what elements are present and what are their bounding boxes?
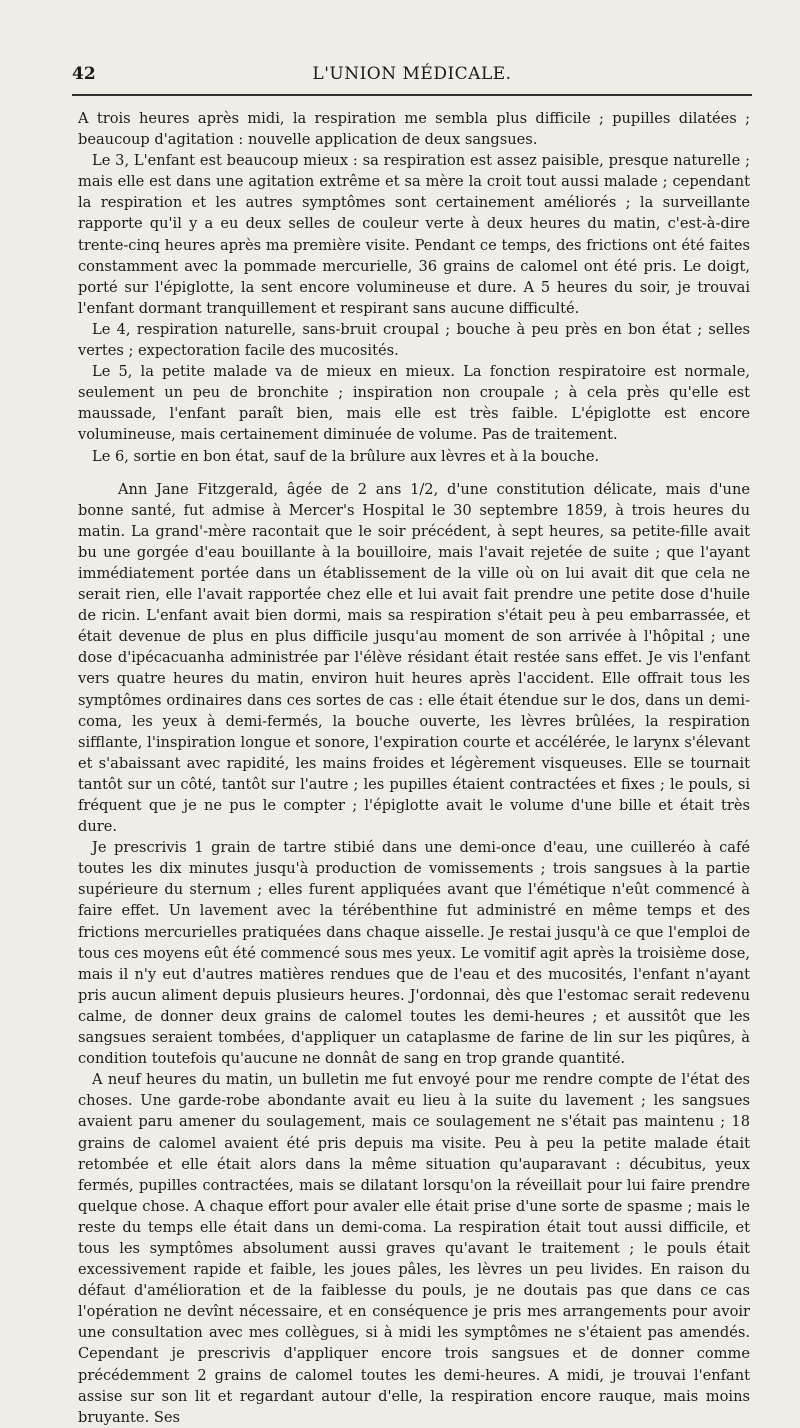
paragraph: Le 3, L'enfant est beaucoup mieux : sa respiration est assez paisible, presque naturelle ; mais elle est dans une agitation extrême et sa mère la croit tout aussi malade ; cependant la respiration et les autres symptômes sont certainement améliorés ; la surveillante rapporte qu'il y a eu deux selles de couleur verte à deux heures du matin, c'est-à-dire trente-cinq heures après ma première visite. Pendant ce temps, des frictions ont été faites constamment avec la pommade mercurielle, 36 grains de calomel ont été pris. Le doigt, porté sur l'épiglotte, la sent encore volumineuse et dure. A 5 heures du soir, je trouvai l'enfant dormant tranquillement et respirant sans aucune difficulté. — [78, 152, 750, 317]
page-number: 42 — [72, 64, 96, 84]
paragraph: Ann Jane Fitzgerald, âgée de 2 ans 1/2, d'une constitution délicate, mais d'une bonne santé, fut admise à Mercer's Hospital le 30 septembre 1859, à trois heures du matin. La grand'-mère racontait que le soir précédent, à sept heures, sa petite-fille avait bu une gorgée d'eau bouillante à la bouilloire, mais l'avait rejetée de suite ; que l'ayant immédiatement portée dans un établissement de la ville où on lui avait dit que cela ne serait rien, elle l'avait rapportée chez elle et lui avait fait prendre une petite dose d'huile de ricin. L'enfant avait bien dormi, mais sa respiration s'était peu à peu embarrassée, et était devenue de plus en plus difficile jusqu'au moment de son arrivée à l'hôpital ; une dose d'ipécacuanha administrée par l'élève résidant était restée sans effet. Je vis l'enfant vers quatre heures du matin, environ huit heures après l'accident. Elle offrait tous les symptômes ordinaires dans ces sortes de cas : elle était étendue sur le dos, dans un demi-coma, les yeux à demi-fermés, la bouche ouverte, les lèvres brûlées, la respiration sifflante, l'inspiration longue et sonore, l'expiration courte et accélérée, le larynx s'élevant et s'abaissant avec rapidité, les mains froides et légèrement visqueuses. Elle se tournait tantôt sur un côté, tantôt sur l'autre ; les pupilles étaient contractées et fixes ; le pouls, si fréquent que je ne pus le compter ; l'épiglotte avait le volume d'une bille et était très dure. — [78, 480, 750, 836]
running-title: L'UNION MÉDICALE. — [312, 64, 512, 84]
page-header — [72, 60, 752, 90]
paragraph: A neuf heures du matin, un bulletin me fut envoyé pour me rendre compte de l'état des choses. Une garde-robe abondante avait eu lieu à la suite du lavement ; les sangsues avaient paru amener du soulagement, mais ce soulagement ne s'était pas maintenu ; 18 grains de calomel avaient été pris depuis ma visite. Peu à peu la petite malade était retombée et elle était alors dans la même situation qu'auparavant : décubitus, yeux fermés, pupilles contractées, mais se dilatant lorsqu'on la réveillait pour lui faire prendre quelque chose. A chaque effort pour avaler elle était prise d'une sorte de spasme ; mais le reste du temps elle était dans un demi-coma. La respiration était tout aussi difficile, et tous les symptômes absolument aussi graves qu'avant le traitement ; le pouls était excessivement rapide et faible, les joues pâles, les lèvres un peu livides. En raison du défaut d'amélioration et de la faiblesse du pouls, je ne doutais pas que dans ce cas l'opération ne devînt nécessaire, et en conséquence je pris mes arrangements pour avoir une consultation avec mes collègues, si à midi les symptômes ne s'étaient pas amendés. Cependant je prescrivis d'appliquer encore trois sangsues et de donner comme précédemment 2 grains de calomel toutes les demi-heures. A midi, je trouvai l'enfant assise sur son lit et regardant autour d'elle, la respiration encore rauque, mais moins bruyante. Ses — [78, 1071, 750, 1426]
body-text — [78, 108, 750, 1428]
paragraph: A trois heures après midi, la respiration me sembla plus difficile ; pupilles dilatées ; beaucoup d'agitation : nouvelle application de deux sangsues. — [78, 110, 750, 149]
paragraph: Le 5, la petite malade va de mieux en mieux. La fonction respiratoire est normale, seulement un peu de bronchite ; inspiration non croupale ; à cela près qu'elle est maussade, l'enfant paraît bien, mais elle est très faible. L'épiglotte est encore volumineuse, mais certainement diminuée de volume. Pas de traitement. — [78, 363, 750, 444]
paragraph: Le 6, sortie en bon état, sauf de la brûlure aux lèvres et à la bouche. — [92, 447, 600, 465]
paragraph: Le 4, respiration naturelle, sans-bruit croupal ; bouche à peu près en bon état ; selles vertes ; expectoration facile des mucosités. — [78, 320, 750, 360]
paragraph: Je prescrivis 1 grain de tartre stibié dans une demi-once d'eau, une cuilleréo à café toutes les dix minutes jusqu'à production de vomissements ; trois sangsues à la partie supérieure du sternum ; elles furent appliquées avant que l'émétique n'eût commencé à faire effet. Un lavement avec la térébenthine fut administré en même temps et des frictions mercurielles pratiquées dans chaque aisselle. Je restai jusqu'à ce que l'emploi de tous ces moyens eût été commencé sous mes yeux. Le vomitif agit après la troisième dose, mais il n'y eut d'autres matières rendues que de l'eau et des mucosités, l'enfant n'ayant pris aucun aliment depuis plusieurs heures. J'ordonnai, dès que l'estomac serait redevenu calme, de donner deux grains de calomel toutes les demi-heures ; et aussitôt que les sangsues seraient tombées, d'appliquer un cataplasme de farine de lin sur les piqûres, à condition toutefois qu'aucune ne donnât de sang en trop grande quantité. — [78, 839, 750, 1068]
header-rule — [72, 94, 752, 96]
